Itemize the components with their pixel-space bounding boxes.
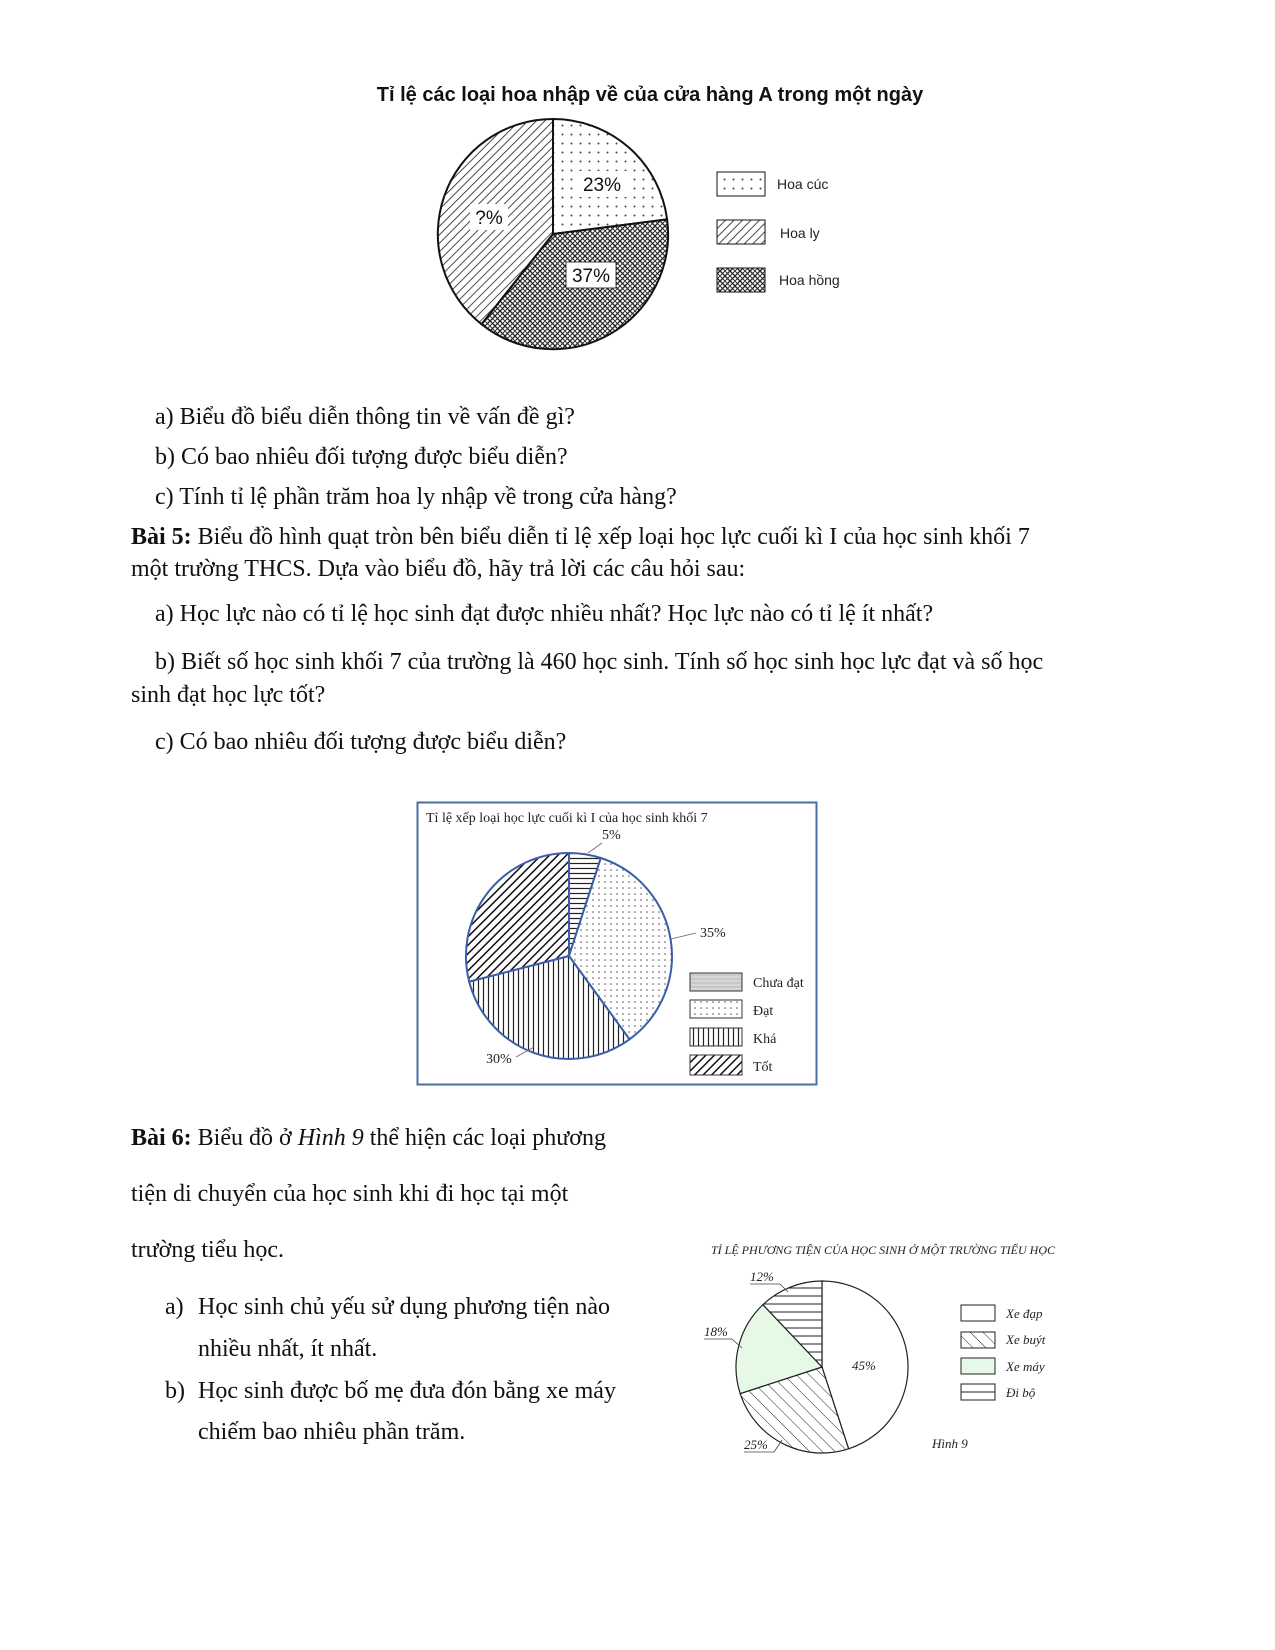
- grade-chart: [416, 801, 818, 1086]
- legend-swatch-hoa-ly: [717, 220, 765, 244]
- legend-label-dat: Đạt: [753, 1004, 774, 1019]
- legend-label-hoa-hong: Hoa hồng: [779, 272, 840, 288]
- bai4-question-a: a) Biểu đồ biểu diễn thông tin về vấn đề gì?: [155, 404, 575, 430]
- slice-label-chua-dat: 5%: [602, 828, 621, 843]
- bai5-question-b-line2: sinh đạt học lực tốt?: [131, 682, 326, 708]
- slice-label-hoa-cuc: 23%: [582, 175, 622, 196]
- slice-label-hoa-ly: ?%: [475, 208, 503, 229]
- bai5-intro-line2: một trường THCS. Dựa vào biểu đồ, hãy trả lời các câu hỏi sau:: [131, 556, 746, 582]
- legend-swatch-di-bo: [961, 1384, 995, 1400]
- legend-label-xe-buyt: Xe buýt: [1006, 1332, 1046, 1347]
- bai6-line2: tiện di chuyển của học sinh khi đi học tại một: [131, 1181, 569, 1207]
- bai6-figure-ref: Hình 9: [297, 1125, 364, 1151]
- bai6-question-b-marker: b): [165, 1378, 185, 1404]
- chart-title: TỈ LỆ PHƯƠNG TIỆN CỦA HỌC SINH Ở MỘT TRƯỜNG TIỂU HỌC: [710, 1243, 1056, 1257]
- bai4-question-b: b) Có bao nhiêu đối tượng được biểu diễn?: [155, 444, 568, 470]
- bai6-label: Bài 6:: [131, 1125, 192, 1151]
- transport-chart: [670, 1236, 1100, 1468]
- legend-swatch-hoa-cuc: [717, 172, 765, 196]
- legend-swatch-chua-dat: [690, 973, 742, 991]
- bai6-line1-text-b: thể hiện các loại phương: [363, 1125, 606, 1151]
- slice-label-xe-may: 18%: [704, 1324, 728, 1339]
- bai5-question-a: a) Học lực nào có tỉ lệ học sinh đạt được nhiều nhất? Học lực nào có tỉ lệ ít nhất?: [155, 601, 934, 627]
- legend-swatch-xe-dap: [961, 1305, 995, 1321]
- bai6-question-a-line1: Học sinh chủ yếu sử dụng phương tiện nào: [198, 1294, 610, 1320]
- figure-caption: Hình 9: [932, 1436, 968, 1451]
- legend-swatch-kha: [690, 1028, 742, 1046]
- legend-swatch-xe-may: [961, 1358, 995, 1374]
- bai6-question-b-line1: Học sinh được bố mẹ đưa đón bằng xe máy: [198, 1378, 616, 1404]
- legend-swatch-dat: [690, 1000, 742, 1018]
- bai5-intro-line1: [131, 522, 1030, 552]
- slice-label-di-bo: 12%: [750, 1269, 774, 1284]
- legend-label-xe-may: Xe máy: [1006, 1359, 1045, 1374]
- slice-label-xe-dap: 45%: [852, 1358, 876, 1373]
- legend-swatch-xe-buyt: [961, 1332, 995, 1348]
- bai5-intro-text: Biểu đồ hình quạt tròn bên biểu diễn tỉ lệ xếp loại học lực cuối kì I của học sinh khối 7: [191, 524, 1030, 550]
- legend-label-tot: Tốt: [753, 1060, 773, 1075]
- slice-label-hoa-hong: 37%: [571, 266, 611, 287]
- legend-label-kha: Khá: [753, 1032, 777, 1047]
- legend-label-xe-dap: Xe đạp: [1006, 1306, 1043, 1321]
- legend-swatch-hoa-hong: [717, 268, 765, 292]
- bai6-line3: trường tiểu học.: [131, 1237, 284, 1263]
- legend-label-hoa-cuc: Hoa cúc: [777, 176, 829, 192]
- legend-label-di-bo: Đi bộ: [1006, 1385, 1036, 1400]
- bai6-question-a-marker: a): [165, 1294, 184, 1320]
- flower-chart: [360, 76, 960, 366]
- chart-title: Tỉ lệ các loại hoa nhập về của cửa hàng A trong một ngày: [376, 84, 924, 106]
- bai5-label: Bài 5:: [131, 524, 192, 550]
- slice-label-dat: 35%: [700, 926, 726, 941]
- legend-swatch-tot: [690, 1055, 742, 1075]
- bai5-question-c: c) Có bao nhiêu đối tượng được biểu diễn?: [155, 729, 567, 755]
- bai6-line1-text-a: Biểu đồ ở: [191, 1125, 298, 1151]
- slice-label-kha: 30%: [486, 1052, 512, 1067]
- legend-label-hoa-ly: Hoa ly: [780, 225, 820, 241]
- bai6-question-b-line2: chiếm bao nhiêu phần trăm.: [198, 1419, 466, 1445]
- slice-label-xe-buyt: 25%: [744, 1437, 768, 1452]
- bai6-question-a-line2: nhiều nhất, ít nhất.: [198, 1336, 378, 1362]
- bai6-line1: [131, 1123, 606, 1153]
- bai4-question-c: c) Tính tỉ lệ phần trăm hoa ly nhập về trong cửa hàng?: [155, 484, 677, 510]
- legend-label-chua-dat: Chưa đạt: [753, 976, 804, 991]
- chart-title: Tỉ lệ xếp loại học lực cuối kì I của học sinh khối 7: [426, 811, 708, 826]
- bai5-question-b-line1: b) Biết số học sinh khối 7 của trường là 460 học sinh. Tính số học sinh học lực đạt và số học: [155, 649, 1044, 675]
